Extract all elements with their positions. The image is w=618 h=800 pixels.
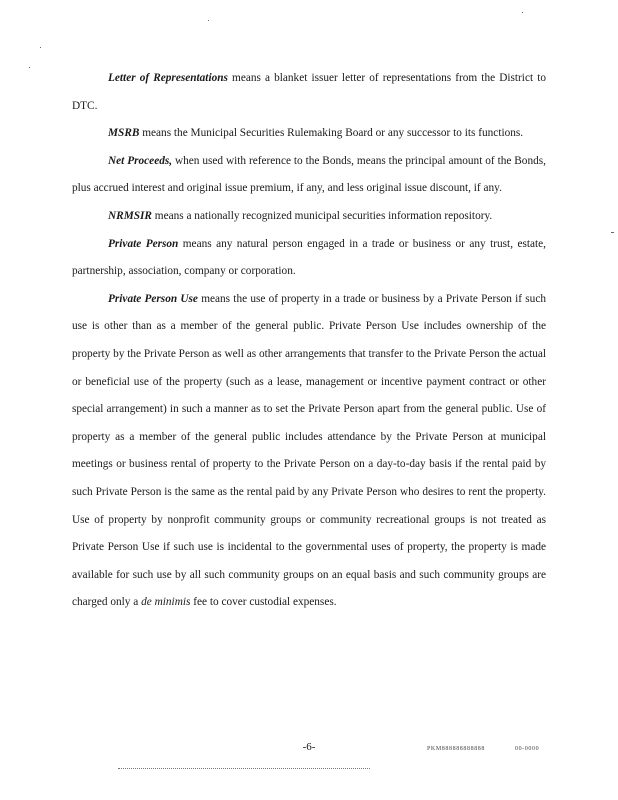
footer-rule: [118, 768, 370, 769]
scan-speck: [208, 20, 209, 21]
document-body: [72, 65, 546, 617]
defined-term: Net Proceeds,: [108, 154, 173, 167]
definition-text: means a blanket issuer letter of representations from the District to DTC.: [72, 72, 546, 112]
defined-term: NRMSIR: [108, 209, 152, 222]
definition-text-end: fee to cover custodial expenses.: [190, 596, 337, 609]
definition-net-proceeds: [72, 148, 546, 203]
defined-term: Letter of Representations: [108, 72, 228, 84]
defined-term: MSRB: [108, 127, 140, 140]
document-id: PKM888888888888: [427, 746, 486, 752]
definition-text: means any natural person engaged in a trade or business or any trust, estate, partnership, association, company or corporation.: [72, 237, 546, 278]
page-number: -6-: [302, 741, 316, 753]
document-id-suffix: 00-0000: [515, 746, 540, 752]
definition-text: means the use of property in a trade or business by a Private Person if such use is other than as a member of the general public. Private Person Use includes ownership of the property by the Private Person as well as other arrangements that transfer to the Private Person the actual or beneficial use of the property (such as a lease, management or incentive payment contract or other special arrangement) in such a manner as to set the Private Person apart from the general public. Use of property as a member of the general public includes attendance by the Private Person at municipal meetings or business rental of property to the Private Person on a day-to-day basis if the rental paid by such Private Person is the same as the rental paid by any Private Person who desires to rent the property. Use of property by nonprofit community groups or community recreational groups is not treated as Private Person Use if such use is incidental to the governmental uses of property, the property is made available for such use by all such community groups on an equal basis and such community groups are charged only a: [72, 292, 547, 609]
definition-text: means a nationally recognized municipal securities information repository.: [151, 209, 493, 222]
definition-private-person: [72, 231, 546, 286]
scan-speck: [522, 12, 523, 13]
definition-text: when used with reference to the Bonds, means the principal amount of the Bonds, plus accrued interest and original issue premium, if any, and less original issue discount, if any.: [72, 154, 546, 195]
italic-phrase: de minimis: [141, 596, 191, 609]
definition-nrmsir: [72, 203, 546, 231]
definition-text: means the Municipal Securities Rulemaking Board or any successor to its functions.: [139, 127, 524, 140]
scan-speck: [40, 47, 41, 48]
scan-mark: [611, 232, 614, 233]
definition-msrb: [72, 120, 546, 148]
defined-term: Private Person: [108, 237, 179, 250]
scan-speck: [29, 67, 30, 68]
defined-term: Private Person Use: [108, 292, 198, 305]
definition-private-person-use: [72, 286, 546, 617]
definition-letter-of-representations: [72, 65, 546, 120]
